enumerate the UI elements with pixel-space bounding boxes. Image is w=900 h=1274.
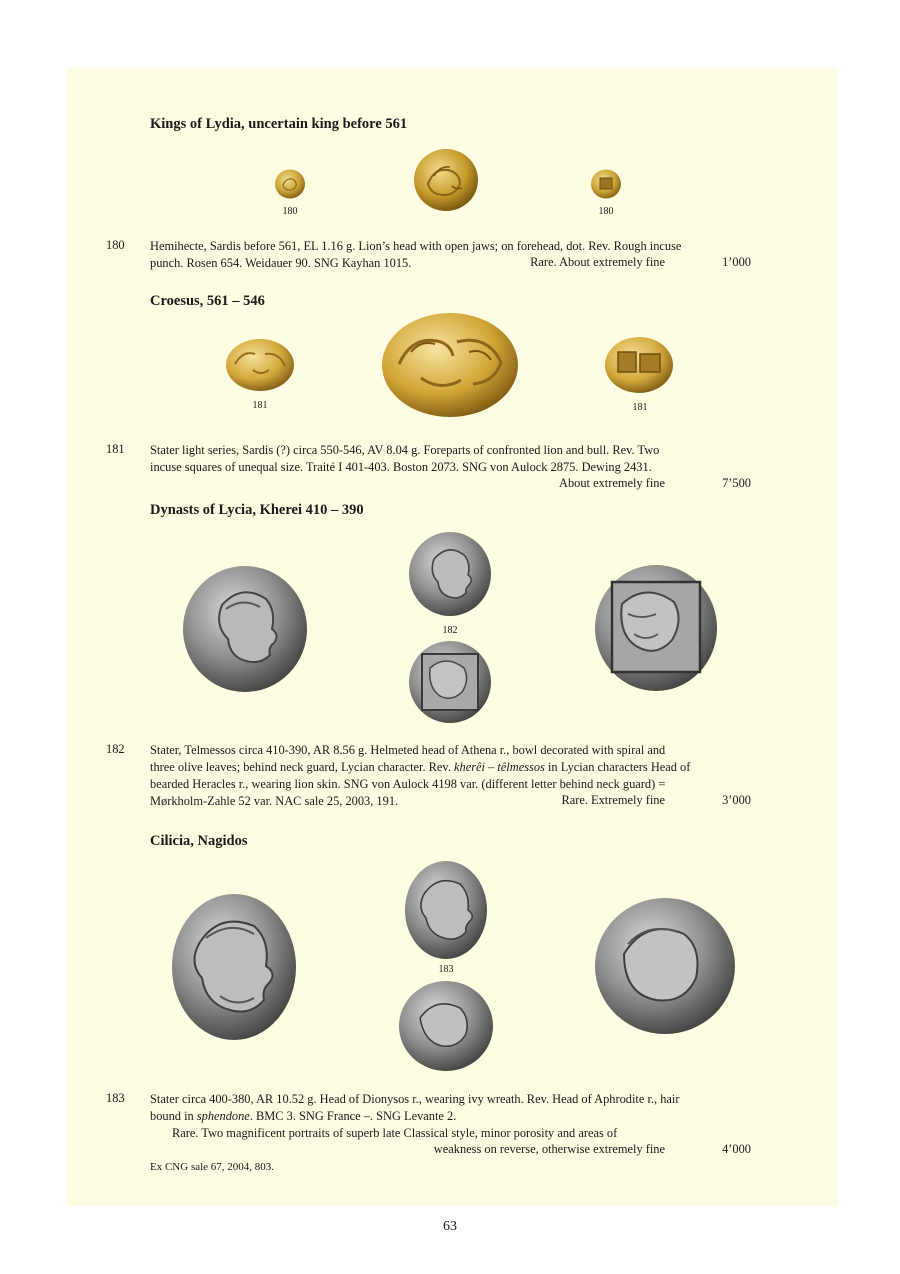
- lot-182-line-1: Stater, Telmessos circa 410-390, AR 8.56 g. Helmeted head of Athena r., bowl decorated with spiral and: [150, 743, 666, 757]
- lot-182-price: 3’000: [722, 793, 751, 807]
- coin-image-180-enlarged: [412, 146, 480, 214]
- image-label-181-reverse: 181: [632, 402, 648, 413]
- lot-183-price: 4’000: [722, 1142, 751, 1156]
- lot-183-provenance: Ex CNG sale 67, 2004, 803.: [150, 1161, 275, 1173]
- lot-181-price: 7’500: [722, 476, 751, 490]
- lot-183-line-3: Rare. Two magnificent portraits of superb late Classical style, minor porosity and areas of: [172, 1126, 618, 1140]
- lot-number-181: 181: [106, 442, 125, 456]
- page-number: 63: [443, 1219, 457, 1234]
- lot-183-line-4: weakness on reverse, otherwise extremely fine: [433, 1142, 665, 1156]
- lot-180-grade: Rare. About extremely fine: [530, 255, 665, 269]
- lot-180-price: 1’000: [722, 255, 751, 269]
- lot-180-line-2: punch. Rosen 654. Weidauer 90. SNG Kayhan 1015.: [150, 256, 412, 270]
- image-label-183: 183: [438, 964, 454, 975]
- section-heading-lydia: Kings of Lydia, uncertain king before 561: [150, 116, 408, 132]
- image-label-182: 182: [442, 625, 458, 636]
- section-heading-cilicia: Cilicia, Nagidos: [150, 833, 248, 849]
- lot-182-line-3: bearded Heracles r., wearing lion skin. SNG von Aulock 4198 var. (different letter behind neck guard) =: [150, 777, 666, 791]
- image-label-180-obverse: 180: [282, 206, 298, 217]
- coin-image-180-reverse: [590, 168, 622, 200]
- coin-image-183-obverse: [404, 860, 488, 960]
- lot-182-line-2: three olive leaves; behind neck guard, Lycian character. Rev. kherêi – têlmessos in Lycian characters Head of: [150, 760, 691, 774]
- coin-image-182-obverse: [408, 531, 492, 617]
- coin-image-183-reverse-enlarged: [594, 896, 736, 1036]
- coin-image-183-obverse-enlarged: [170, 892, 298, 1042]
- section-heading-lycia: Dynasts of Lycia, Kherei 410 – 390: [150, 502, 364, 518]
- lot-181-line-1: Stater light series, Sardis (?) circa 550-546, AV 8.04 g. Foreparts of confronted lion and bull. Rev. Two: [150, 443, 660, 457]
- lot-181-line-2: incuse squares of unequal size. Traité I 401-403. Boston 2073. SNG von Aulock 2875. Dewing 2431.: [150, 460, 652, 474]
- lot-181-grade: About extremely fine: [559, 476, 665, 490]
- coin-image-182-obverse-enlarged: [182, 565, 308, 693]
- coin-image-181-obverse: [225, 338, 295, 392]
- coin-image-182-reverse-enlarged: [594, 564, 718, 692]
- coin-image-180-obverse: [274, 168, 306, 200]
- image-label-180-reverse: 180: [598, 206, 614, 217]
- lot-180-line-1: Hemihecte, Sardis before 561, EL 1.16 g. Lion’s head with open jaws; on forehead, dot. Rev. Rough incuse: [150, 239, 682, 253]
- section-heading-croesus: Croesus, 561 – 546: [150, 293, 265, 309]
- lot-182-grade: Rare. Extremely fine: [561, 793, 665, 807]
- coin-image-183-reverse: [398, 980, 494, 1072]
- lot-183-line-1: Stater circa 400-380, AR 10.52 g. Head of Dionysos r., wearing ivy wreath. Rev. Head of Aphrodite r., hair: [150, 1092, 680, 1106]
- coin-image-181-reverse: [604, 336, 674, 394]
- lot-number-180: 180: [106, 238, 125, 252]
- lot-182-line-4: Mørkholm-Zahle 52 var. NAC sale 25, 2003, 191.: [150, 794, 399, 808]
- lot-number-183: 183: [106, 1091, 125, 1105]
- lot-183-line-2: bound in sphendone. BMC 3. SNG France –. SNG Levante 2.: [150, 1109, 457, 1123]
- lot-number-182: 182: [106, 742, 125, 756]
- coin-image-182-reverse: [408, 640, 492, 724]
- coin-image-181-enlarged: [381, 312, 519, 418]
- image-label-181-obverse: 181: [252, 400, 268, 411]
